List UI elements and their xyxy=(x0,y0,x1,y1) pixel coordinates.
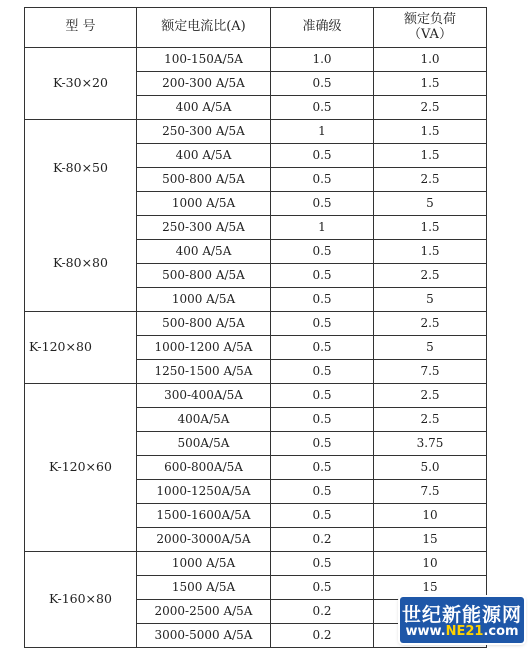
header-accuracy: 准确级 xyxy=(271,8,374,48)
watermark-url-suffix: .com xyxy=(483,624,519,639)
load-cell: 5 xyxy=(374,192,487,216)
ratio-cell: 1000-1200 A/5A xyxy=(137,336,271,360)
load-cell: 10 xyxy=(374,552,487,576)
table-body xyxy=(25,48,487,648)
table-row xyxy=(25,384,487,408)
ratio-cell: 500-800 A/5A xyxy=(137,312,271,336)
accuracy-cell: 0.5 xyxy=(271,240,374,264)
accuracy-cell: 0.2 xyxy=(271,624,374,648)
load-cell: 2.5 xyxy=(374,96,487,120)
table-row xyxy=(25,120,487,144)
site-watermark-logo xyxy=(400,597,524,643)
table-row xyxy=(25,552,487,576)
watermark-url xyxy=(400,624,524,639)
accuracy-cell: 1.0 xyxy=(271,48,374,72)
load-cell: 5.0 xyxy=(374,456,487,480)
model-cell: K-30×20 xyxy=(25,48,137,120)
model-cell: K-160×80 xyxy=(25,552,137,648)
load-cell: 1.5 xyxy=(374,72,487,96)
accuracy-cell: 0.5 xyxy=(271,264,374,288)
accuracy-cell: 1 xyxy=(271,216,374,240)
load-cell: 2.5 xyxy=(374,384,487,408)
header-ratio: 额定电流比(A) xyxy=(137,8,271,48)
ratio-cell: 1500 A/5A xyxy=(137,576,271,600)
model-cell: K-120×60 xyxy=(25,384,137,552)
ratio-cell: 400 A/5A xyxy=(137,144,271,168)
ratio-cell: 400A/5A xyxy=(137,408,271,432)
ratio-cell: 1000 A/5A xyxy=(137,192,271,216)
ratio-cell: 500-800 A/5A xyxy=(137,168,271,192)
accuracy-cell: 0.5 xyxy=(271,408,374,432)
ratio-cell: 250-300 A/5A xyxy=(137,216,271,240)
accuracy-cell: 0.5 xyxy=(271,336,374,360)
header-load-unit: （VA） xyxy=(408,26,452,42)
load-cell: 2.5 xyxy=(374,312,487,336)
ratio-cell: 1500-1600A/5A xyxy=(137,504,271,528)
ratio-cell: 1000 A/5A xyxy=(137,288,271,312)
load-cell: 5 xyxy=(374,288,487,312)
table-row xyxy=(25,312,487,336)
ratio-cell: 3000-5000 A/5A xyxy=(137,624,271,648)
load-cell: 2.5 xyxy=(374,264,487,288)
accuracy-cell: 0.5 xyxy=(271,432,374,456)
accuracy-cell: 0.5 xyxy=(271,384,374,408)
load-cell: 1.0 xyxy=(374,48,487,72)
model-cell: K-80×80 xyxy=(25,216,137,312)
table-row xyxy=(25,216,487,240)
ratio-cell: 400 A/5A xyxy=(137,240,271,264)
accuracy-cell: 0.5 xyxy=(271,168,374,192)
ratio-cell: 1000-1250A/5A xyxy=(137,480,271,504)
ratio-cell: 1000 A/5A xyxy=(137,552,271,576)
accuracy-cell: 0.5 xyxy=(271,72,374,96)
watermark-site-name: 世纪新能源网 xyxy=(401,604,522,626)
accuracy-cell: 0.5 xyxy=(271,552,374,576)
load-cell: 1.5 xyxy=(374,144,487,168)
load-cell: 2.5 xyxy=(374,168,487,192)
accuracy-cell: 0.2 xyxy=(271,600,374,624)
accuracy-cell: 0.5 xyxy=(271,144,374,168)
model-cell: K-120×80 xyxy=(25,312,137,384)
accuracy-cell: 0.5 xyxy=(271,576,374,600)
accuracy-cell: 0.5 xyxy=(271,192,374,216)
ratio-cell: 200-300 A/5A xyxy=(137,72,271,96)
load-cell: 3.75 xyxy=(374,432,487,456)
ratio-cell: 100-150A/5A xyxy=(137,48,271,72)
accuracy-cell: 0.5 xyxy=(271,312,374,336)
load-cell: 1.5 xyxy=(374,240,487,264)
ratio-cell: 600-800A/5A xyxy=(137,456,271,480)
watermark-url-prefix: www. xyxy=(405,624,446,639)
table-row xyxy=(25,48,487,72)
accuracy-cell: 0.5 xyxy=(271,456,374,480)
watermark-url-highlight: NE21 xyxy=(445,624,484,639)
accuracy-cell: 0.5 xyxy=(271,480,374,504)
header-model: 型 号 xyxy=(25,8,137,48)
load-cell: 7.5 xyxy=(374,360,487,384)
accuracy-cell: 0.5 xyxy=(271,96,374,120)
load-cell: 10 xyxy=(374,504,487,528)
accuracy-cell: 1 xyxy=(271,120,374,144)
ct-spec-table xyxy=(24,7,487,648)
accuracy-cell: 0.2 xyxy=(271,528,374,552)
ratio-cell: 250-300 A/5A xyxy=(137,120,271,144)
load-cell: 15 xyxy=(374,528,487,552)
header-load-title: 额定负荷 xyxy=(403,11,456,27)
load-cell: 1.5 xyxy=(374,120,487,144)
accuracy-cell: 0.5 xyxy=(271,504,374,528)
ratio-cell: 500A/5A xyxy=(137,432,271,456)
header-load xyxy=(374,8,487,48)
header-row xyxy=(25,8,487,48)
accuracy-cell: 0.5 xyxy=(271,360,374,384)
load-cell: 2.5 xyxy=(374,408,487,432)
load-cell: 1.5 xyxy=(374,216,487,240)
ratio-cell: 2000-3000A/5A xyxy=(137,528,271,552)
ratio-cell: 500-800 A/5A xyxy=(137,264,271,288)
load-cell: 5 xyxy=(374,336,487,360)
load-cell: 15 xyxy=(374,576,487,600)
ratio-cell: 400 A/5A xyxy=(137,96,271,120)
ratio-cell: 1250-1500 A/5A xyxy=(137,360,271,384)
accuracy-cell: 0.5 xyxy=(271,288,374,312)
load-cell: 7.5 xyxy=(374,480,487,504)
model-cell: K-80×50 xyxy=(25,120,137,216)
ratio-cell: 300-400A/5A xyxy=(137,384,271,408)
ratio-cell: 2000-2500 A/5A xyxy=(137,600,271,624)
